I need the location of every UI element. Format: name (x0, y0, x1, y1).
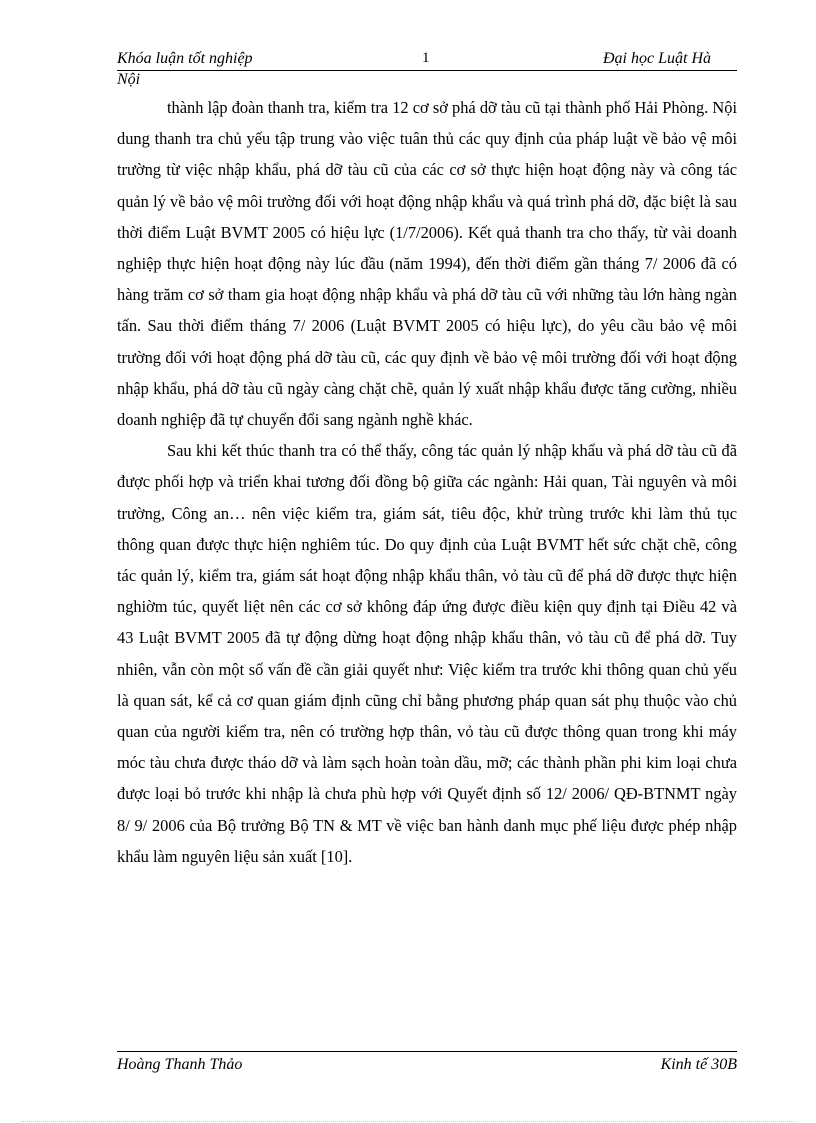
page-bottom-border (22, 1121, 794, 1122)
page-footer (117, 1051, 737, 1082)
header-university-continued: Nội (117, 71, 141, 88)
paragraph-1: thành lập đoàn thanh tra, kiểm tra 12 cơ sở phá dỡ tàu cũ tại thành phố Hải Phòng. Nội dung thanh tra chủ yếu tập trung vào việc tuân thủ các quy định của pháp luật về bảo vệ môi trường từ việc nhập khẩu, phá dỡ tàu cũ của các cơ sở thực hiện hoạt động này và công tác quản lý về bảo vệ môi trường đối với hoạt động nhập khẩu và quá trình phá dỡ, đặc biệt là sau thời điểm Luật BVMT 2005 có hiệu lực (1/7/2006). Kết quả thanh tra cho thấy, từ vài doanh nghiệp thực hiện hoạt động này lúc đầu (năm 1994), đến thời điểm gần tháng 7/ 2006 đã có hàng trăm cơ sở tham gia hoạt động nhập khẩu và phá dỡ tàu cũ với những tàu lớn hàng ngàn tấn. Sau thời điểm tháng 7/ 2006 (Luật BVMT 2005 có hiệu lực), do yêu cầu bảo vệ môi trường đối với hoạt động phá dỡ tàu cũ, các quy định về bảo vệ môi trường đối với hoạt động nhập khẩu, phá dỡ tàu cũ ngày càng chặt chẽ, quản lý xuất nhập khẩu được tăng cường, nhiều doanh nghiệp đã tự chuyển đổi sang ngành nghề khác. (117, 98, 737, 430)
header-thesis-type: Khóa luận tốt nghiệp (117, 50, 253, 67)
paragraph-2: Sau khi kết thúc thanh tra có thể thấy, công tác quản lý nhập khẩu và phá dỡ tàu cũ đã được phối hợp và triển khai tương đối đồng bộ giữa các ngành: Hải quan, Tài nguyên và môi trường, Công an… nên việc kiểm tra, giám sát, tiêu độc, khử trùng trước khi làm thủ tục thông quan được thực hiện nghiêm túc. Do quy định của Luật BVMT hết sức chặt chẽ, công tác quản lý, kiểm tra, giám sát hoạt động nhập khẩu thân, vỏ tàu cũ để phá dỡ được thực hiện nghiờm túc, quyết liệt nên các cơ sở không đáp ứng được điều kiện quy định tại Điều 42 và 43 Luật BVMT 2005 đã tự động dừng hoạt động nhập khẩu thân, vỏ tàu cũ để phá dỡ. Tuy nhiên, vẫn còn một số vấn đề cần giải quyết như: Việc kiểm tra trước khi thông quan chủ yếu là quan sát, kể cả cơ quan giám định cũng chỉ bằng phương pháp quan sát phụ thuộc vào chủ quan của người kiểm tra, nên có trường hợp thân, vỏ tàu cũ được thông quan trong khi máy móc tàu chưa được tháo dỡ và làm sạch hoàn toàn dầu, mỡ; các thành phần phi kim loại chưa được loại bỏ trước khi nhập là chưa phù hợp với Quyết định số 12/ 2006/ QĐ-BTNMT ngày 8/ 9/ 2006 của Bộ trưởng Bộ TN & MT về việc ban hành danh mục phế liệu được phép nhập khẩu làm nguyên liệu sản xuất [10]. (117, 441, 737, 866)
header-university: Đại học Luật Hà (603, 50, 711, 67)
footer-author: Hoàng Thanh Thảo (117, 1056, 243, 1073)
page-header (117, 50, 737, 71)
footer-class: Kinh tế 30B (660, 1056, 737, 1073)
document-body (117, 92, 737, 872)
page-number: 1 (422, 50, 430, 66)
